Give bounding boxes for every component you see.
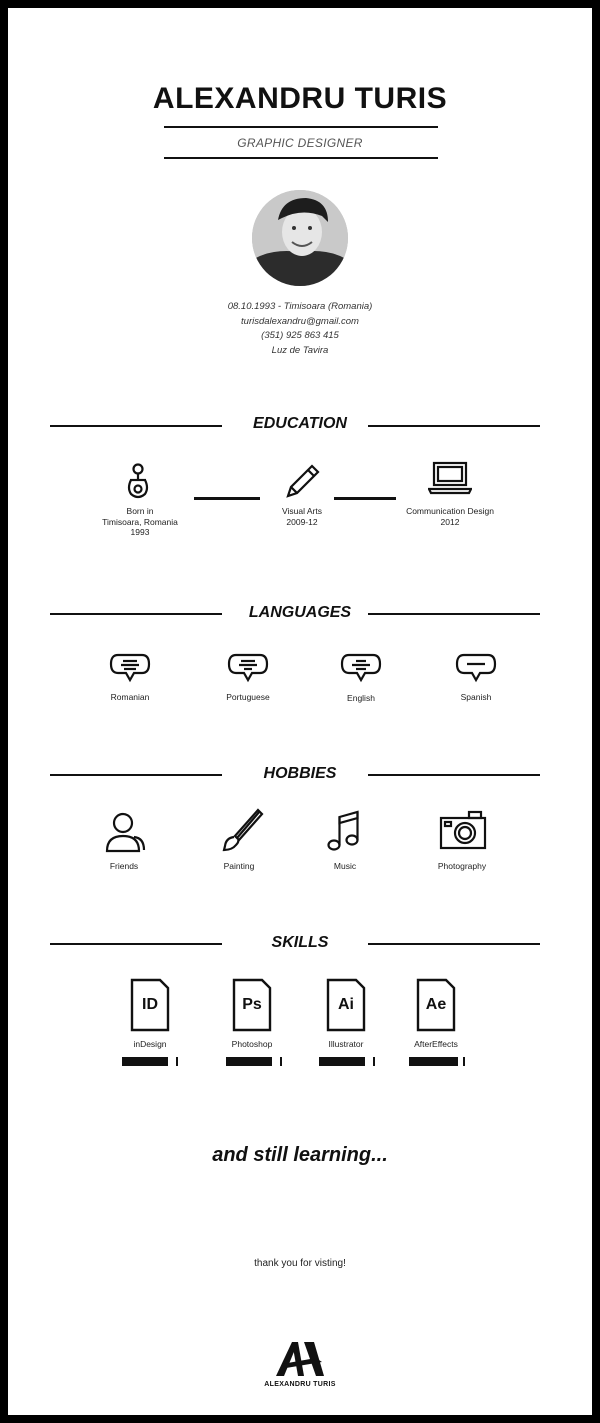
speech-bubble-icon: [108, 652, 152, 686]
pacifier-icon: [125, 462, 151, 502]
laptop-icon: [428, 460, 472, 496]
section-title-languages: LANGUAGES: [248, 604, 352, 621]
hobby-label-music: Music: [333, 861, 357, 871]
location-text: Luz de Tavira: [271, 344, 329, 356]
skill-label-illustrator: Illustrator: [328, 1039, 364, 1049]
speech-bubble-icon: [226, 652, 270, 686]
skill-indesign: [130, 978, 170, 1032]
title-rule-bottom: [164, 157, 438, 159]
skill-abbr: Ae: [425, 996, 447, 1013]
hobbies-rule-right: [368, 774, 540, 776]
pencil-icon: [282, 462, 322, 502]
camera-icon: [439, 810, 487, 850]
contact-info: [8, 300, 592, 358]
skill-bar-end-tick: [280, 1057, 282, 1066]
skill-bar-fill: [319, 1057, 365, 1066]
skill-bar-illustrator: [319, 1057, 375, 1066]
section-title-hobbies: HOBBIES: [263, 765, 337, 782]
birth-info: 08.10.1993 - Timisoara (Romania): [227, 301, 373, 312]
education-item-visual-arts: Visual Arts 2009-12: [281, 506, 322, 527]
skill-bar-photoshop: [226, 1057, 282, 1066]
phone-text: (351) 925 863 415: [261, 330, 339, 341]
resume-page: [8, 8, 592, 1415]
skill-bar-fill: [226, 1057, 272, 1066]
job-title: GRAPHIC DESIGNER: [237, 136, 363, 150]
friends-icon: [104, 810, 146, 854]
skill-bar-end-tick: [176, 1057, 178, 1066]
education-item-birth: Born in Timisoara, Romania 1993: [102, 506, 178, 537]
skill-bar-fill: [409, 1057, 458, 1066]
skill-abbr: Ai: [338, 996, 354, 1013]
email-text: turisdalexandru@gmail.com: [241, 315, 359, 327]
still-learning-text: and still learning...: [212, 1144, 388, 1166]
music-note-icon: [326, 809, 360, 853]
paintbrush-icon: [220, 808, 264, 852]
skill-label-indesign: inDesign: [133, 1039, 167, 1049]
section-title-skills: SKILLS: [271, 934, 329, 951]
hobby-label-photography: Photography: [437, 861, 487, 871]
hobby-label-painting: Painting: [223, 861, 255, 871]
logo-mark: [274, 1338, 326, 1378]
speech-bubble-icon: [454, 652, 498, 686]
education-item-communication-design: Communication Design 2012: [406, 506, 494, 527]
skill-photoshop: [232, 978, 272, 1032]
language-label-spanish: Spanish: [460, 692, 492, 702]
language-label-romanian: Romanian: [110, 692, 150, 702]
skills-rule-right: [368, 943, 540, 945]
education-connector-2: [334, 497, 396, 500]
skill-bar-indesign: [122, 1057, 178, 1066]
education-rule-right: [368, 425, 540, 427]
logo-text: ALEXANDRU TURIS: [264, 1381, 336, 1388]
skill-abbr: Ps: [242, 996, 262, 1013]
skill-bar-end-tick: [463, 1057, 465, 1066]
skill-aftereffects: [416, 978, 456, 1032]
section-title-education: EDUCATION: [253, 415, 347, 432]
speech-bubble-icon: [339, 652, 383, 686]
skill-label-aftereffects: AfterEffects: [414, 1039, 458, 1049]
language-label-portuguese: Portuguese: [226, 692, 270, 702]
title-rule-top: [164, 126, 438, 128]
hobby-label-friends: Friends: [109, 861, 139, 871]
avatar: [252, 190, 348, 286]
skill-bar-aftereffects: [409, 1057, 465, 1066]
skill-bar-fill: [122, 1057, 168, 1066]
skill-label-photoshop: Photoshop: [231, 1039, 273, 1049]
education-connector-1: [194, 497, 260, 500]
skill-abbr: ID: [142, 996, 158, 1013]
skill-bar-end-tick: [373, 1057, 375, 1066]
language-label-english: English: [347, 693, 375, 703]
skill-illustrator: [326, 978, 366, 1032]
page-title: ALEXANDRU TURIS: [152, 82, 448, 115]
languages-rule-right: [368, 613, 540, 615]
thanks-text: thank you for visting!: [254, 1258, 346, 1269]
